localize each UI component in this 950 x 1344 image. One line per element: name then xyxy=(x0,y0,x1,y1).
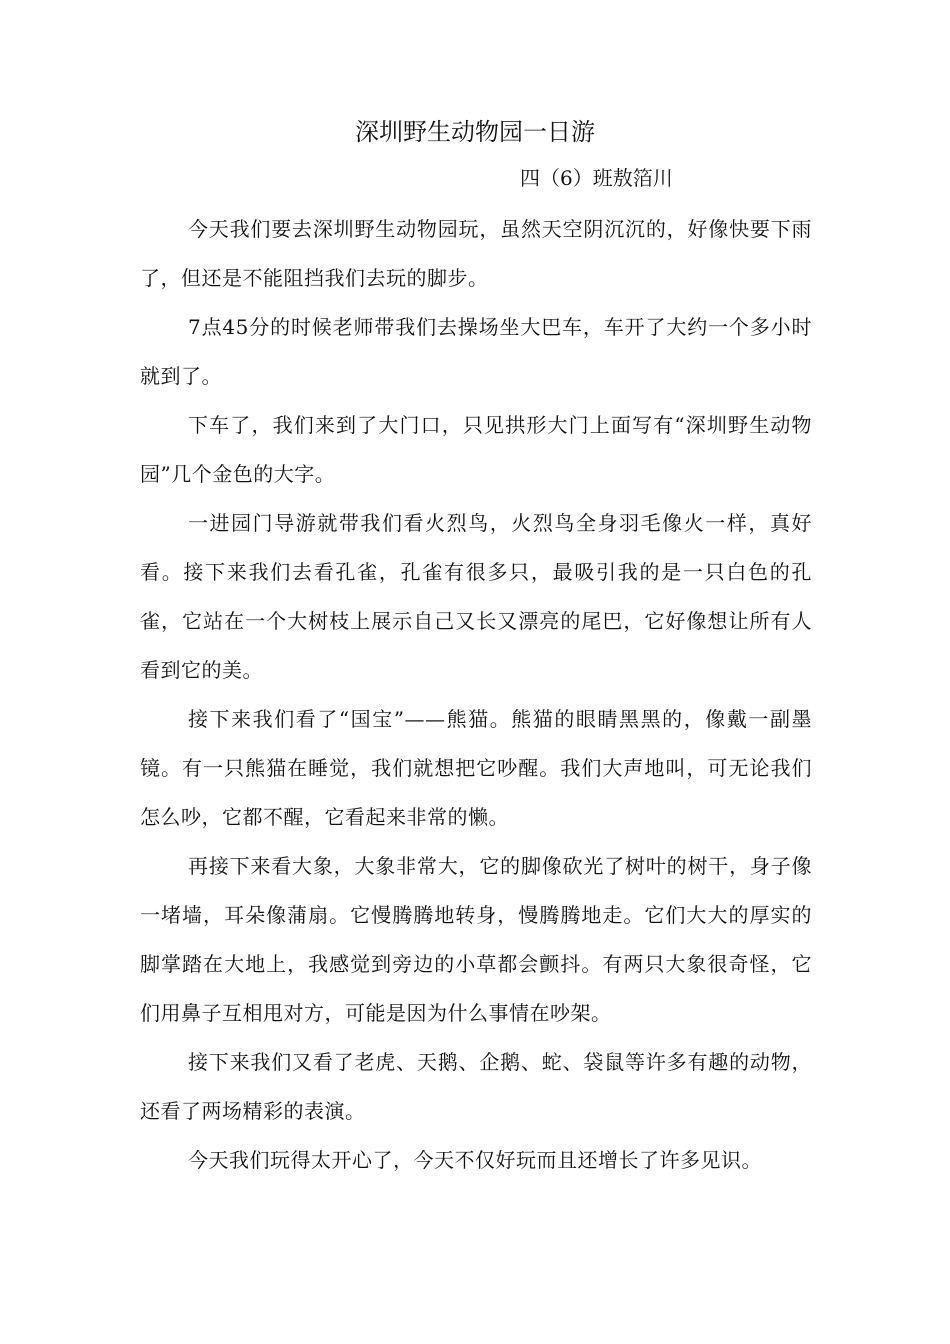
paragraph-8: 今天我们玩得太开心了，今天不仅好玩而且还增长了许多见识。 xyxy=(188,1148,762,1172)
paragraph-7: 接下来我们又看了老虎、天鹅、企鹅、蛇、袋鼠等许多有趣的动物，还看了两场精彩的表演。 xyxy=(140,1050,812,1123)
essay-body xyxy=(140,205,812,1185)
paragraph-6: 再接下来看大象，大象非常大，它的脚像砍光了树叶的树干，身子像一堵墙，耳朵像蒲扇。它慢腾腾地转身，慢腾腾地走。它们大大的厚实的脚掌踏在大地上，我感觉到旁边的小草都会颤抖。有两只大象很奇怪，它们用鼻子互相甩对方，可能是因为什么事情在吵架。 xyxy=(140,854,812,1025)
paragraph-1: 今天我们要去深圳野生动物园玩，虽然天空阴沉沉的，好像快要下雨了，但还是不能阻挡我们去玩的脚步。 xyxy=(140,217,812,290)
paragraph-2: 7点45分的时候老师带我们去操场坐大巴车，车开了大约一个多小时就到了。 xyxy=(140,315,812,388)
essay-author: 四（6）班敖箔川 xyxy=(520,166,673,190)
essay-title: 深圳野生动物园一日游 xyxy=(355,118,595,146)
paragraph-5: 接下来我们看了“国宝”——熊猫。熊猫的眼睛黑黑的，像戴一副墨镜。有一只熊猫在睡觉，我们就想把它吵醒。我们大声地叫，可无论我们怎么吵，它都不醒，它看起来非常的懒。 xyxy=(140,707,812,829)
paragraph-3: 下车了，我们来到了大门口，只见拱形大门上面写有“深圳野生动物园”几个金色的大字。 xyxy=(140,413,812,486)
paragraph-4: 一进园门导游就带我们看火烈鸟，火烈鸟全身羽毛像火一样，真好看。接下来我们去看孔雀，孔雀有很多只，最吸引我的是一只白色的孔雀，它站在一个大树枝上展示自己又长又漂亮的尾巴，它好像想让所有人看到它的美。 xyxy=(140,511,812,682)
